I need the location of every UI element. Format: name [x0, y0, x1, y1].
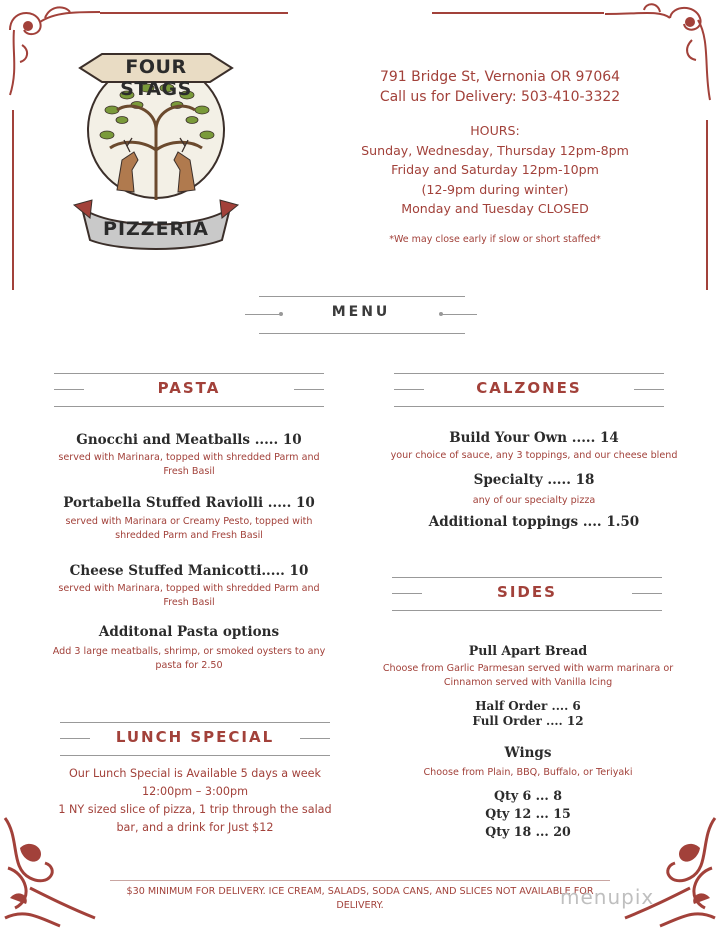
pasta-item: [48, 495, 330, 543]
item-name: Wings: [504, 745, 552, 761]
calzones-heading: CALZONES: [476, 379, 582, 397]
lunch-line: 1 NY sized slice of pizza, 1 trip through the salad bar, and a drink for Just $12: [58, 803, 332, 834]
top-right-rule: [432, 12, 604, 14]
item-desc: Add 3 large meatballs, shrimp, or smoked oysters to any pasta for 2.50: [52, 646, 326, 671]
delivery-phone[interactable]: Call us for Delivery: 503-410-3322: [379, 89, 621, 105]
lunch-line: 12:00pm – 3:00pm: [141, 785, 249, 798]
calzones-banner: [394, 373, 664, 407]
logo-top-text: FOUR STAGS: [120, 56, 192, 100]
item-desc: Choose from Garlic Parmesan served with warm marinara or Cinnamon served with Vanilla Icing: [382, 663, 674, 688]
item-name: Additional toppings .... 1.50: [428, 514, 640, 530]
calzone-item: [378, 430, 690, 463]
price-line: Qty 18 ... 20: [485, 824, 571, 839]
item-desc: Choose from Plain, BBQ, Buffalo, or Teriyaki: [423, 767, 633, 778]
logo-bottom-text: PIZZERIA: [103, 218, 209, 240]
price-line: Qty 6 ... 8: [494, 788, 562, 803]
sides-banner: [392, 577, 662, 611]
address: 791 Bridge St, Vernonia OR 97064: [379, 69, 621, 85]
item-name: Specialty ..... 18: [473, 472, 595, 488]
item-name: Build Your Own ..... 14: [449, 430, 619, 446]
hours-block: [345, 121, 645, 219]
price-line: Half Order .... 6: [475, 699, 581, 713]
hours-line: Sunday, Wednesday, Thursday 12pm-8pm: [361, 142, 629, 158]
pasta-item: [48, 432, 330, 479]
left-rule: [12, 110, 14, 290]
contact-block: [360, 67, 640, 107]
sides-heading: SIDES: [497, 583, 557, 601]
item-name: Gnocchi and Meatballs ..... 10: [76, 432, 302, 448]
pasta-item: [48, 624, 330, 673]
pasta-banner: [54, 373, 324, 407]
lunch-heading: LUNCH SPECIAL: [115, 728, 275, 746]
menu-title: MENU: [331, 304, 391, 320]
top-right-ornament: [600, 0, 720, 130]
lunch-line: Our Lunch Special is Available 5 days a week: [68, 767, 322, 780]
price-line: Qty 12 ... 15: [485, 806, 571, 821]
menu-title-block: [245, 296, 477, 334]
item-name: Cheese Stuffed Manicotti..... 10: [69, 563, 309, 579]
calzone-item: [378, 514, 690, 530]
pasta-item: [48, 563, 330, 610]
hours-line: (12-9pm during winter): [421, 181, 569, 197]
bottom-rule: [110, 880, 610, 881]
item-desc: your choice of sauce, any 3 toppings, and our cheese blend: [390, 450, 678, 461]
right-rule: [706, 120, 708, 290]
side-item-wings: [378, 745, 678, 841]
item-desc: served with Marinara, topped with shredded Parm and Fresh Basil: [58, 583, 320, 608]
logo: [72, 40, 240, 255]
item-name: Additonal Pasta options: [98, 624, 280, 640]
hours-label: HOURS:: [470, 123, 520, 138]
delivery-footer-note: $30 MINIMUM FOR DELIVERY. ICE CREAM, SALADS, SODA CANS, AND SLICES NOT AVAILABLE FOR DELIVERY.: [126, 886, 594, 911]
lunch-details: [55, 765, 335, 837]
calzone-item: [378, 472, 690, 508]
watermark: menupix: [560, 885, 655, 909]
item-name: Pull Apart Bread: [468, 643, 588, 658]
hours-note: *We may close early if slow or short staffed*: [389, 234, 601, 245]
pasta-heading: PASTA: [157, 379, 221, 397]
item-desc: served with Marinara, topped with shredded Parm and Fresh Basil: [58, 452, 320, 477]
lunch-banner: [60, 722, 330, 756]
item-desc: any of our specialty pizza: [472, 495, 596, 506]
top-left-rule: [100, 12, 288, 14]
item-name: Portabella Stuffed Raviolli ..... 10: [63, 495, 315, 511]
item-desc: served with Marinara or Creamy Pesto, topped with shredded Parm and Fresh Basil: [65, 516, 313, 541]
side-item-bread: [378, 643, 678, 729]
price-line: Full Order .... 12: [472, 714, 584, 728]
hours-line: Friday and Saturday 12pm-10pm: [391, 162, 599, 177]
hours-line: Monday and Tuesday CLOSED: [401, 201, 589, 216]
